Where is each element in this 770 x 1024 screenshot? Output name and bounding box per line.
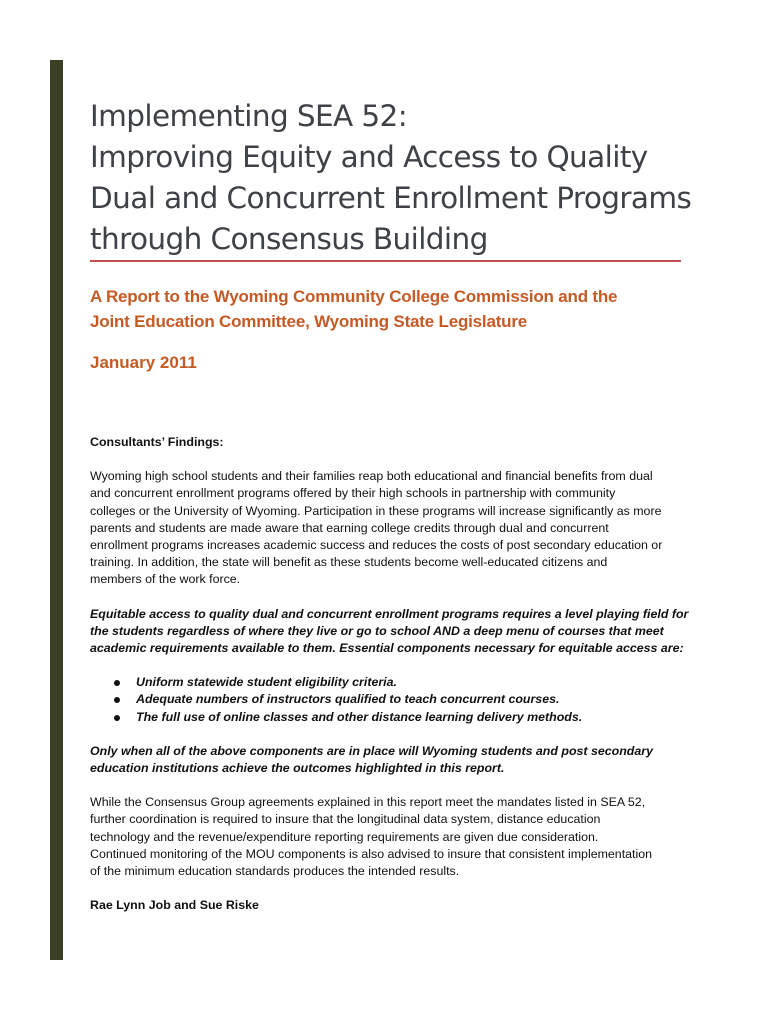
findings-heading: Consultants’ Findings: — [90, 435, 224, 449]
text-line: further coordination is required to insure that the longitudinal data system, distance education — [90, 812, 601, 827]
report-subtitle — [90, 284, 730, 334]
list-item — [114, 674, 690, 691]
text-line: Equitable access to quality dual and concurrent enrollment programs requires a level playing field for — [90, 606, 689, 621]
title-line: Implementing SEA 52: — [90, 99, 408, 133]
text-line: While the Consensus Group agreements explained in this report meet the mandates listed in SEA 52, — [90, 795, 646, 810]
title-line: Dual and Concurrent Enrollment Programs — [90, 181, 692, 215]
findings-section — [90, 434, 690, 914]
text-line: parents and students are made aware that earning college credits through dual and concurrent — [90, 520, 609, 535]
text-line: of the minimum education standards produces the intended results. — [90, 864, 460, 879]
author-signature: Rae Lynn Job and Sue Riske — [90, 898, 259, 913]
text-line: Wyoming high school students and their families reap both educational and financial benefits from dual — [90, 469, 653, 484]
intro-paragraph — [90, 468, 690, 588]
text-line: and concurrent enrollment programs offered by their high schools in partnership with community — [90, 486, 616, 501]
text-line: enrollment programs increases academic success and reduces the costs of post secondary education or — [90, 538, 663, 553]
list-item-text: Uniform statewide student eligibility criteria. — [136, 675, 397, 690]
text-line: colleges or the University of Wyoming. Participation in these programs will increase significantly as more — [90, 503, 662, 518]
text-line: academic requirements available to them. Essential components necessary for equitable access are: — [90, 641, 684, 656]
report-date: January 2011 — [90, 353, 197, 372]
essential-components-list — [90, 674, 690, 726]
bullet-icon — [114, 715, 120, 721]
text-line: Only when all of the above components are in place will Wyoming students and post secondary — [90, 743, 653, 758]
title-line: through Consensus Building — [90, 222, 488, 256]
title-line: Improving Equity and Access to Quality — [90, 140, 648, 174]
bullet-icon — [114, 697, 120, 703]
left-accent-bar — [50, 60, 63, 960]
text-line: training. In addition, the state will benefit as these students become well-educated citizens and — [90, 555, 608, 570]
text-line: Continued monitoring of the MOU components is also advised to insure that consistent implementation — [90, 846, 653, 861]
equitable-access-paragraph — [90, 606, 690, 658]
coordination-paragraph — [90, 794, 690, 880]
title-divider — [90, 260, 681, 262]
subtitle-line: Joint Education Committee, Wyoming State Legislature — [90, 312, 528, 331]
report-title — [90, 96, 750, 260]
bullet-icon — [114, 680, 120, 686]
list-item — [114, 709, 690, 726]
list-item — [114, 691, 690, 708]
subtitle-line: A Report to the Wyoming Community College Commission and the — [90, 287, 618, 306]
outcomes-paragraph — [90, 743, 690, 777]
text-line: the students regardless of where they live or go to school AND a deep menu of courses that meet — [90, 623, 664, 638]
text-line: technology and the revenue/expenditure reporting requirements are given due consideration. — [90, 829, 599, 844]
text-line: members of the work force. — [90, 572, 241, 587]
list-item-text: The full use of online classes and other distance learning delivery methods. — [136, 709, 583, 724]
text-line: education institutions achieve the outcomes highlighted in this report. — [90, 761, 505, 776]
list-item-text: Adequate numbers of instructors qualified to teach concurrent courses. — [136, 692, 560, 707]
